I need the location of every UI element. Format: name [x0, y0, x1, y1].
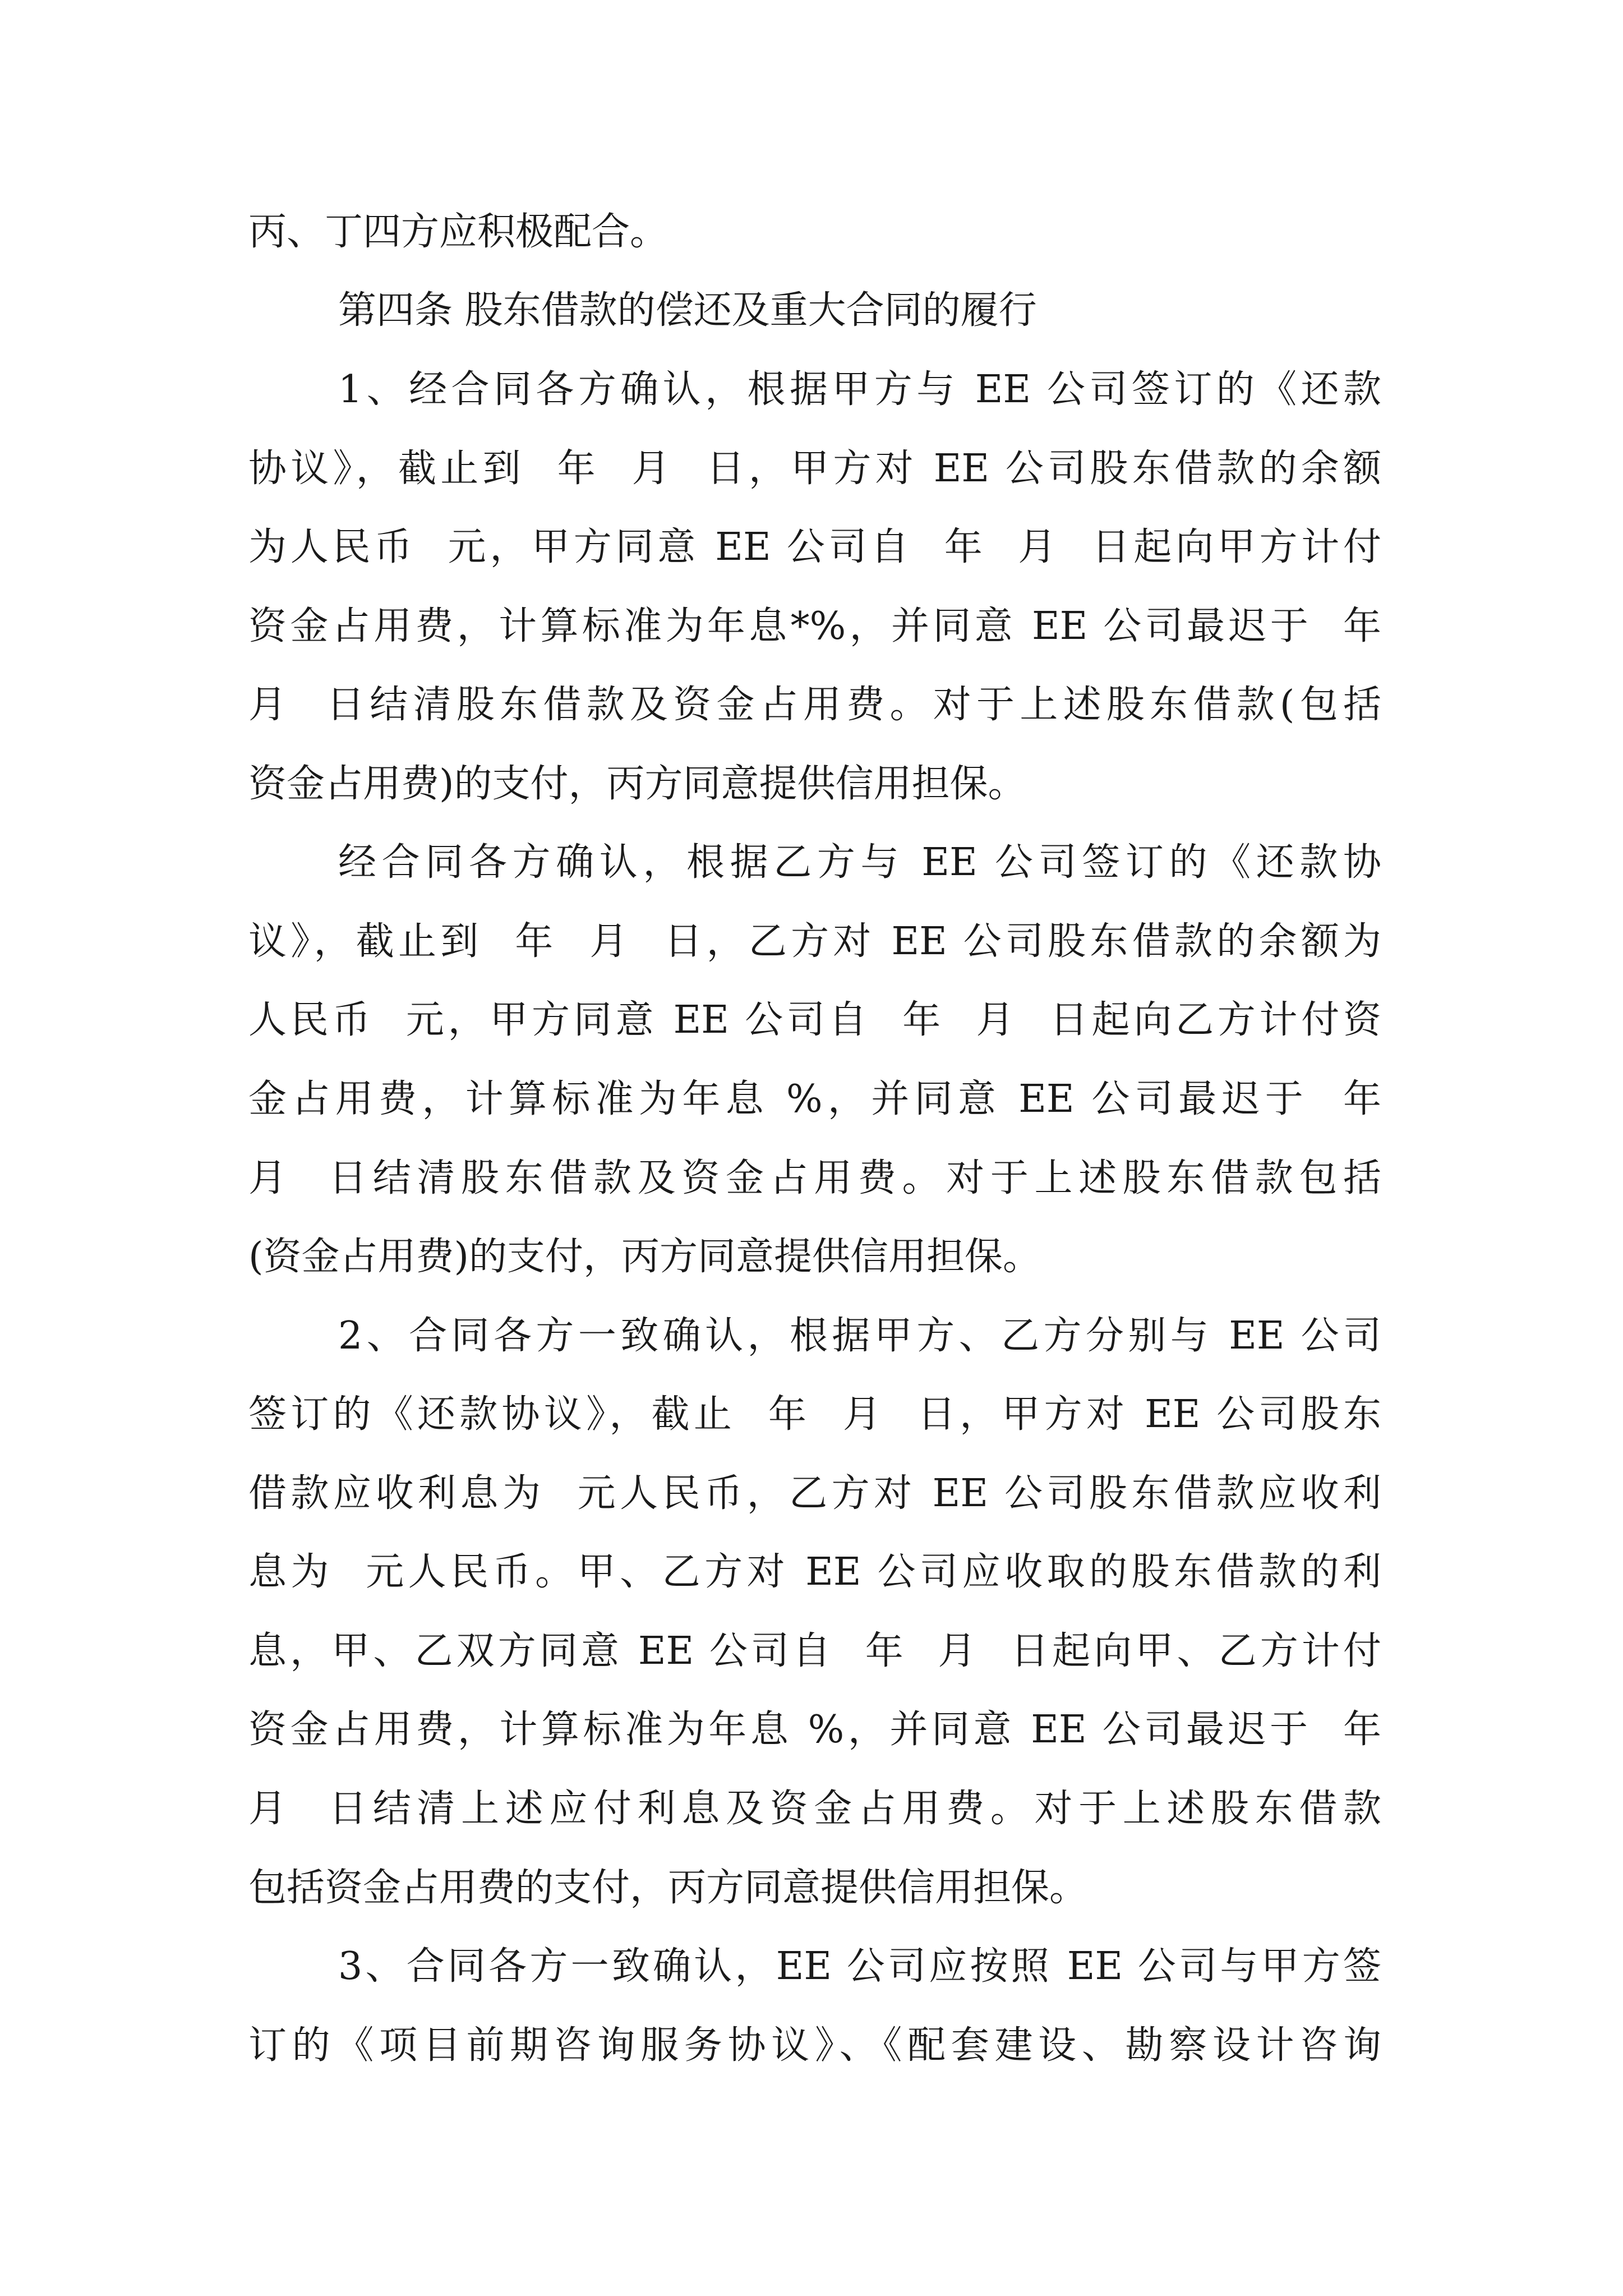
text-line: 月 日结清股东借款及资金占用费。对于上述股东借款(包括	[248, 683, 1381, 727]
text-line: (资金占用费)的支付，丙方同意提供信用担保。	[248, 1235, 1041, 1279]
article-heading: 第四条 股东借款的偿还及重大合同的履行	[338, 288, 1037, 333]
text-line: 人民币 元，甲方同意 EE 公司自 年 月 日起向乙方计付资	[248, 998, 1381, 1042]
text-line: 资金占用费，计算标准为年息*%，并同意 EE 公司最迟于 年	[248, 604, 1381, 648]
text-line: 议》，截止到 年 月 日，乙方对 EE 公司股东借款的余额为	[248, 919, 1381, 964]
text-line: 息为 元人民币。甲、乙方对 EE 公司应收取的股东借款的利	[248, 1550, 1381, 1594]
text-line: 签订的《还款协议》，截止 年 月 日，甲方对 EE 公司股东	[248, 1392, 1381, 1437]
text-line: 为人民币 元，甲方同意 EE 公司自 年 月 日起向甲方计付	[248, 525, 1381, 569]
text-line: 月 日结清股东借款及资金占用费。对于上述股东借款包括	[248, 1156, 1381, 1200]
text-line: 金占用费，计算标准为年息 %，并同意 EE 公司最迟于 年	[248, 1077, 1381, 1121]
text-line: 资金占用费)的支付，丙方同意提供信用担保。	[248, 762, 1026, 806]
text-line: 月 日结清上述应付利息及资金占用费。对于上述股东借款	[248, 1787, 1381, 1831]
text-line: 息，甲、乙双方同意 EE 公司自 年 月 日起向甲、乙方计付	[248, 1629, 1381, 1673]
text-line: 1、经合同各方确认，根据甲方与 EE 公司签订的《还款	[338, 367, 1381, 412]
text-line: 丙、丁四方应积极配合。	[248, 210, 668, 254]
text-line: 资金占用费，计算标准为年息 %，并同意 EE 公司最迟于 年	[248, 1708, 1381, 1752]
text-line: 协议》，截止到 年 月 日，甲方对 EE 公司股东借款的余额	[248, 447, 1381, 491]
text-line: 包括资金占用费的支付，丙方同意提供信用担保。	[248, 1866, 1088, 1910]
text-line: 借款应收利息为 元人民币，乙方对 EE 公司股东借款应收利	[248, 1471, 1381, 1516]
text-line: 2、合同各方一致确认，根据甲方、乙方分别与 EE 公司	[338, 1314, 1381, 1358]
text-line: 经合同各方确认，根据乙方与 EE 公司签订的《还款协	[338, 840, 1381, 885]
text-line: 3、合同各方一致确认，EE 公司应按照 EE 公司与甲方签	[338, 1944, 1381, 1989]
text-line: 订的《项目前期咨询服务协议》、《配套建设、勘察设计咨询	[248, 2023, 1381, 2068]
